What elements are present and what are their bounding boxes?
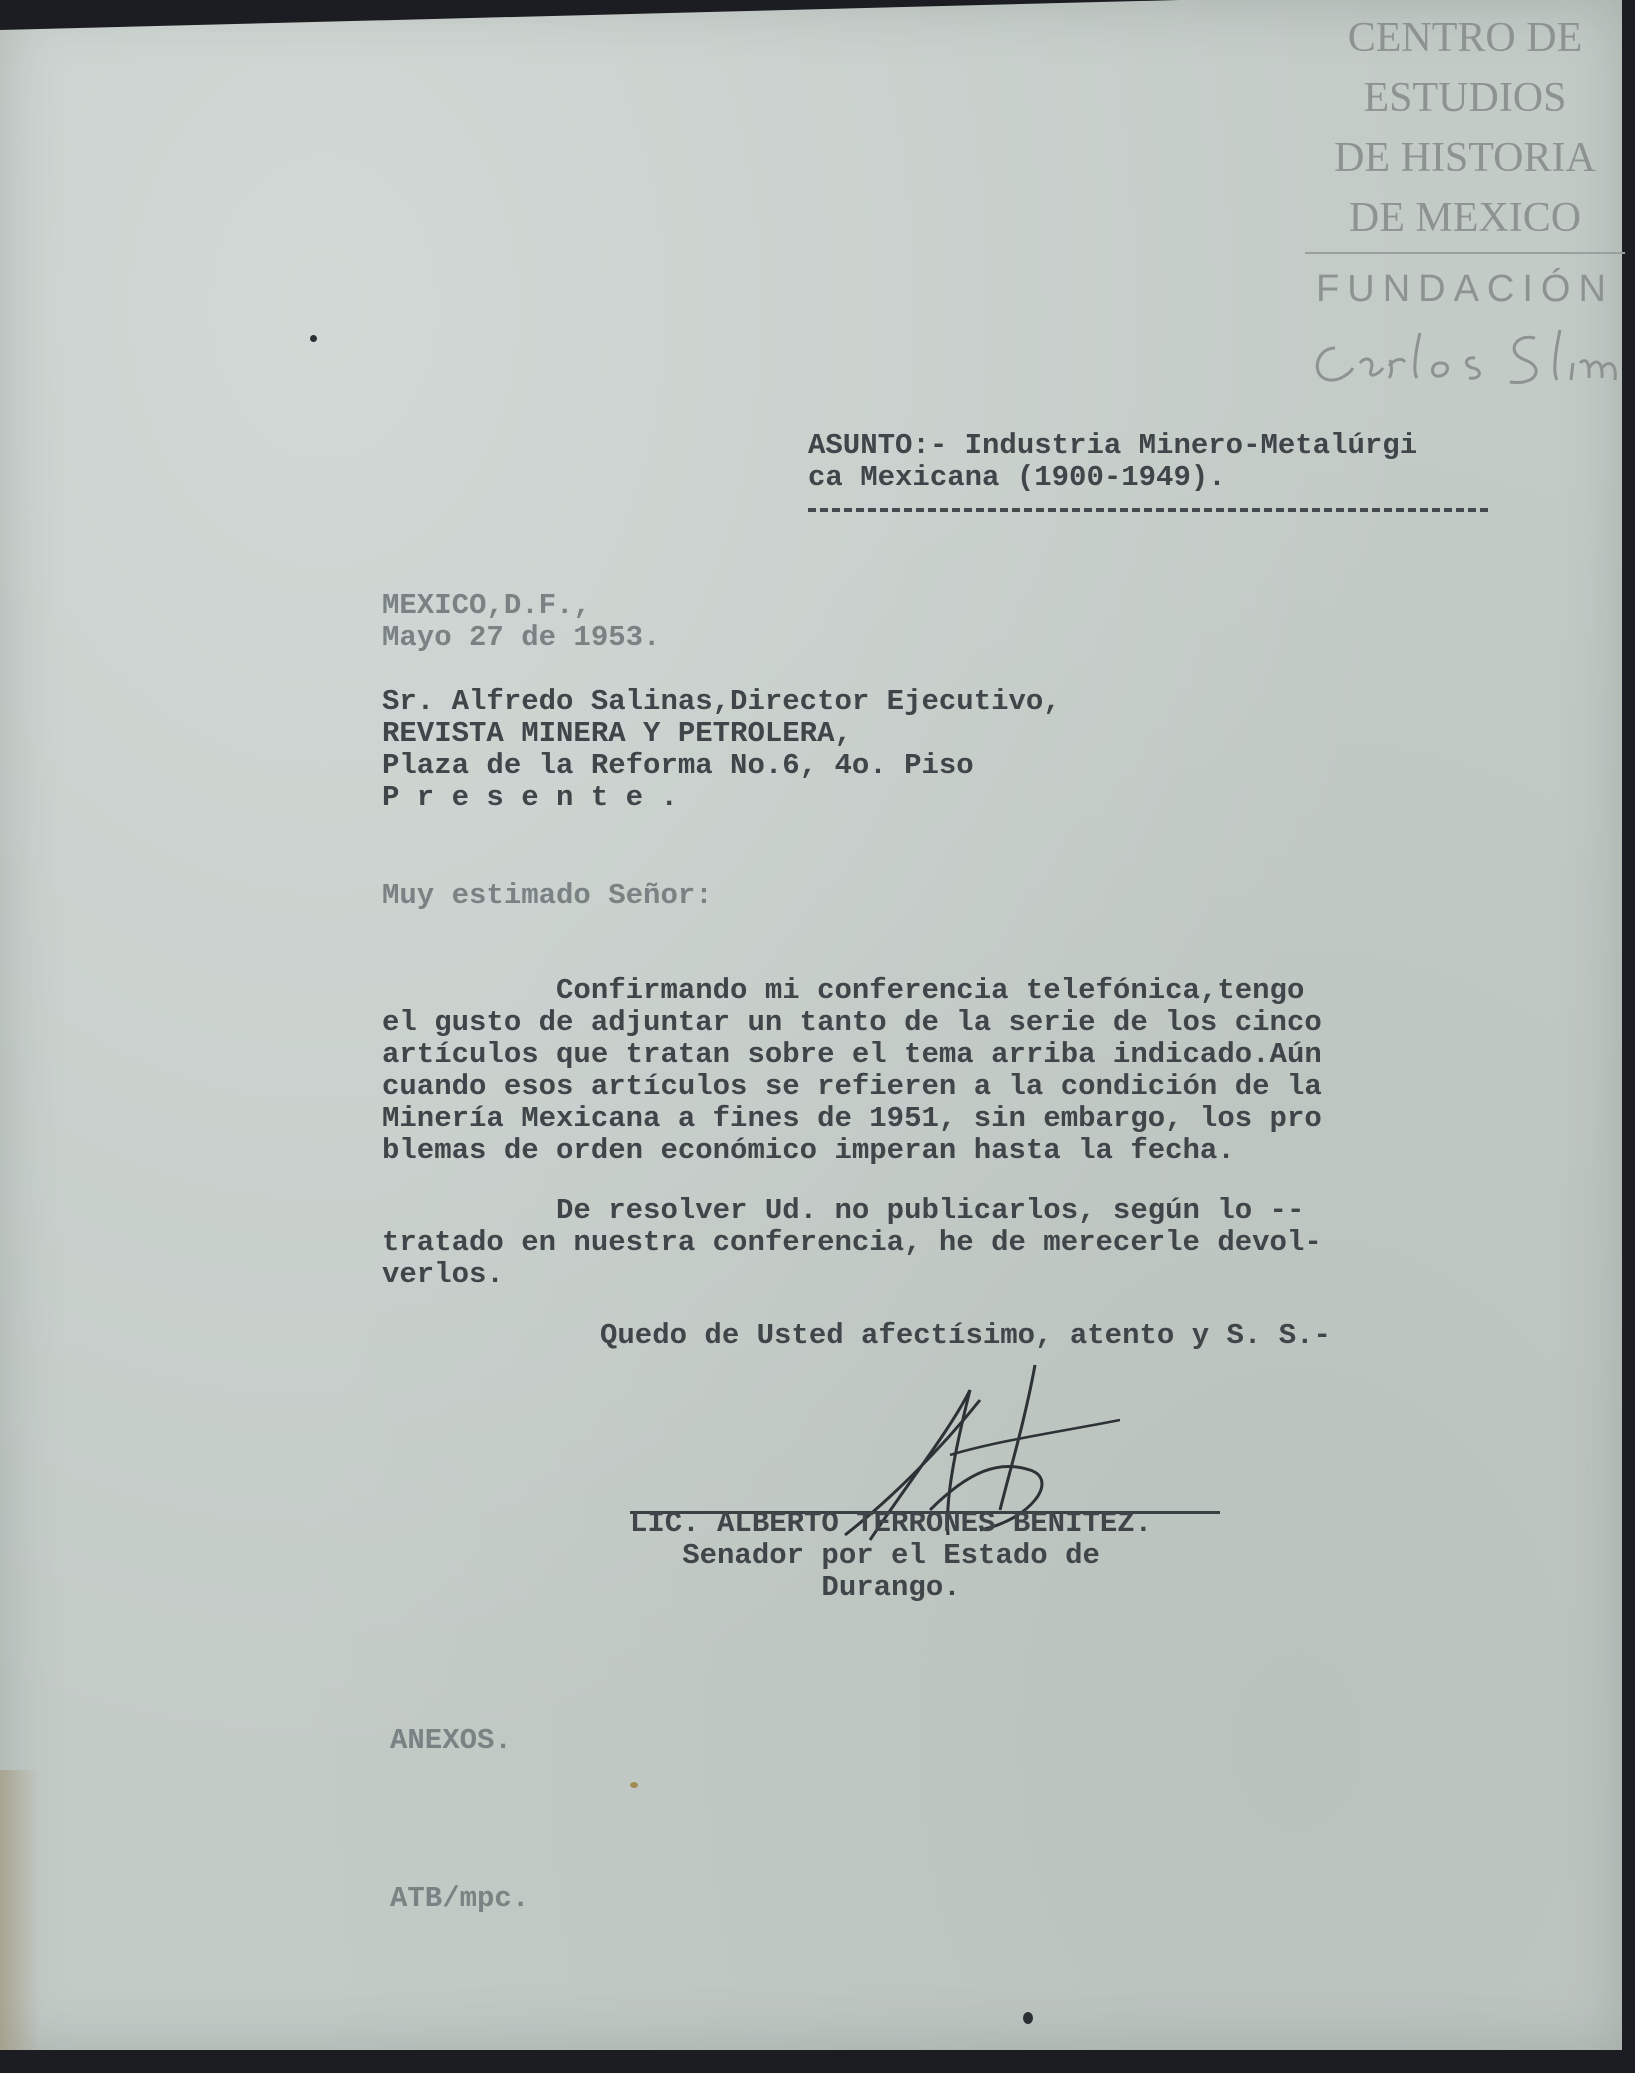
reference-initials: ATB/mpc. — [390, 1882, 530, 1915]
carlos-slim-signature-logo — [1305, 318, 1625, 398]
body-paragraph-1: Confirmando mi conferencia telefónica,tengo el gusto de adjuntar un tanto de la serie de los cinco artículos que tratan sobre el tema arriba indicado.Aún cuando esos artículos se refieren a la condición de la Minería Mexicana a fines de 1951, sin embargo, los pro blemas de orden económico imperan hasta la fecha. — [382, 974, 1322, 1167]
paper-stain — [0, 1770, 40, 2050]
stamp-line-2: ESTUDIOS — [1363, 75, 1567, 121]
signatory-block: LIC. ALBERTO TERRONES BENITEZ. Senador por el Estado de Durango. — [630, 1507, 1153, 1604]
recipient-address: Sr. Alfredo Salinas,Director Ejecutivo, REVISTA MINERA Y PETROLERA, Plaza de la Reforma No.6, 4o. Piso P r e s e n t e . — [382, 685, 1061, 814]
subject-underline — [808, 508, 1488, 512]
closing-line: Quedo de Usted afectísimo, atento y S. S.- — [600, 1319, 1331, 1352]
stamp-line-1: CENTRO DE — [1347, 15, 1583, 61]
torn-corner — [0, 0, 1180, 30]
stamp-foundation: FUNDACIÓN — [1316, 268, 1614, 310]
paper-mark — [310, 335, 317, 342]
salutation: Muy estimado Señor: — [382, 879, 713, 912]
archive-stamp — [1305, 8, 1625, 403]
dateline: MEXICO,D.F., Mayo 27 de 1953. — [382, 589, 661, 654]
paper-mark — [630, 1782, 638, 1788]
stamp-divider — [1305, 252, 1625, 254]
paper-mark — [1023, 2012, 1033, 2024]
scan-border — [0, 2050, 1635, 2073]
subject-line: ASUNTO:- Industria Minero-Metalúrgi ca Mexicana (1900-1949). — [808, 429, 1418, 494]
annex-note: ANEXOS. — [390, 1724, 512, 1757]
stamp-line-4: DE MEXICO — [1348, 195, 1582, 241]
body-paragraph-2: De resolver Ud. no publicarlos, según lo -- tratado en nuestra conferencia, he de merecerle devol- verlos. — [382, 1194, 1322, 1291]
stamp-line-3: DE HISTORIA — [1334, 135, 1596, 181]
